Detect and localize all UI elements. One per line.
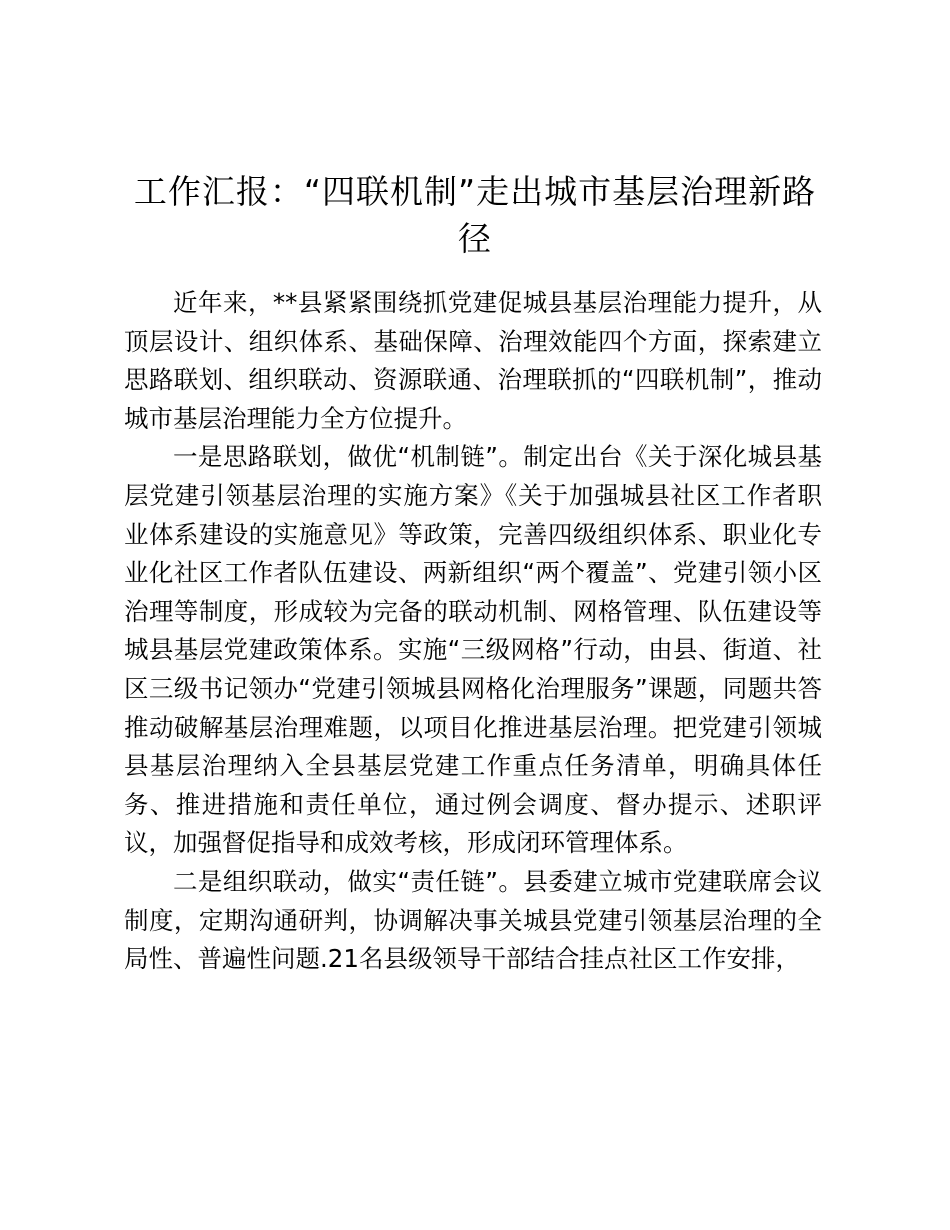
document-title: 工作汇报：“四联机制”走出城市基层治理新路径 (133, 172, 817, 258)
paragraph-point-one: 一是思路联划，做优“机制链”。制定出台《关于深化城县基层党建引领基层治理的实施方案》《关于加强城县社区工作者职业体系建设的实施意见》等政策，完善四级组织体系、职业化专业化社区工作者队伍建设、两新组织“两个覆盖”、党建引领小区治理等制度，形成较为完备的联动机制、网格管理、队伍建设等城县基层党建政策体系。实施“三级网格”行动，由县、街道、社区三级书记领办“党建引领城县网格化治理服务”课题，同题共答推动破解基层治理难题，以项目化推进基层治理。把党建引领城县基层治理纳入全县基层党建工作重点任务清单，明确具体任务、推进措施和责任单位，通过例会调度、督办提示、述职评议，加强督促指导和成效考核，形成闭环管理体系。 (124, 442, 822, 858)
paragraph-point-two: 二是组织联动，做实“责任链”。县委建立城市党建联席会议制度，定期沟通研判，协调解决事关城县党建引领基层治理的全局性、普遍性问题.21名县级领导干部结合挂点社区工作安排， (124, 866, 822, 974)
paragraph-intro: 近年来，**县紧紧围绕抓党建促城县基层治理能力提升，从顶层设计、组织体系、基础保障、治理效能四个方面，探索建立思路联划、组织联动、资源联通、治理联抓的“四联机制”，推动城市基层治理能力全方位提升。 (124, 288, 822, 433)
document-body (124, 284, 822, 979)
